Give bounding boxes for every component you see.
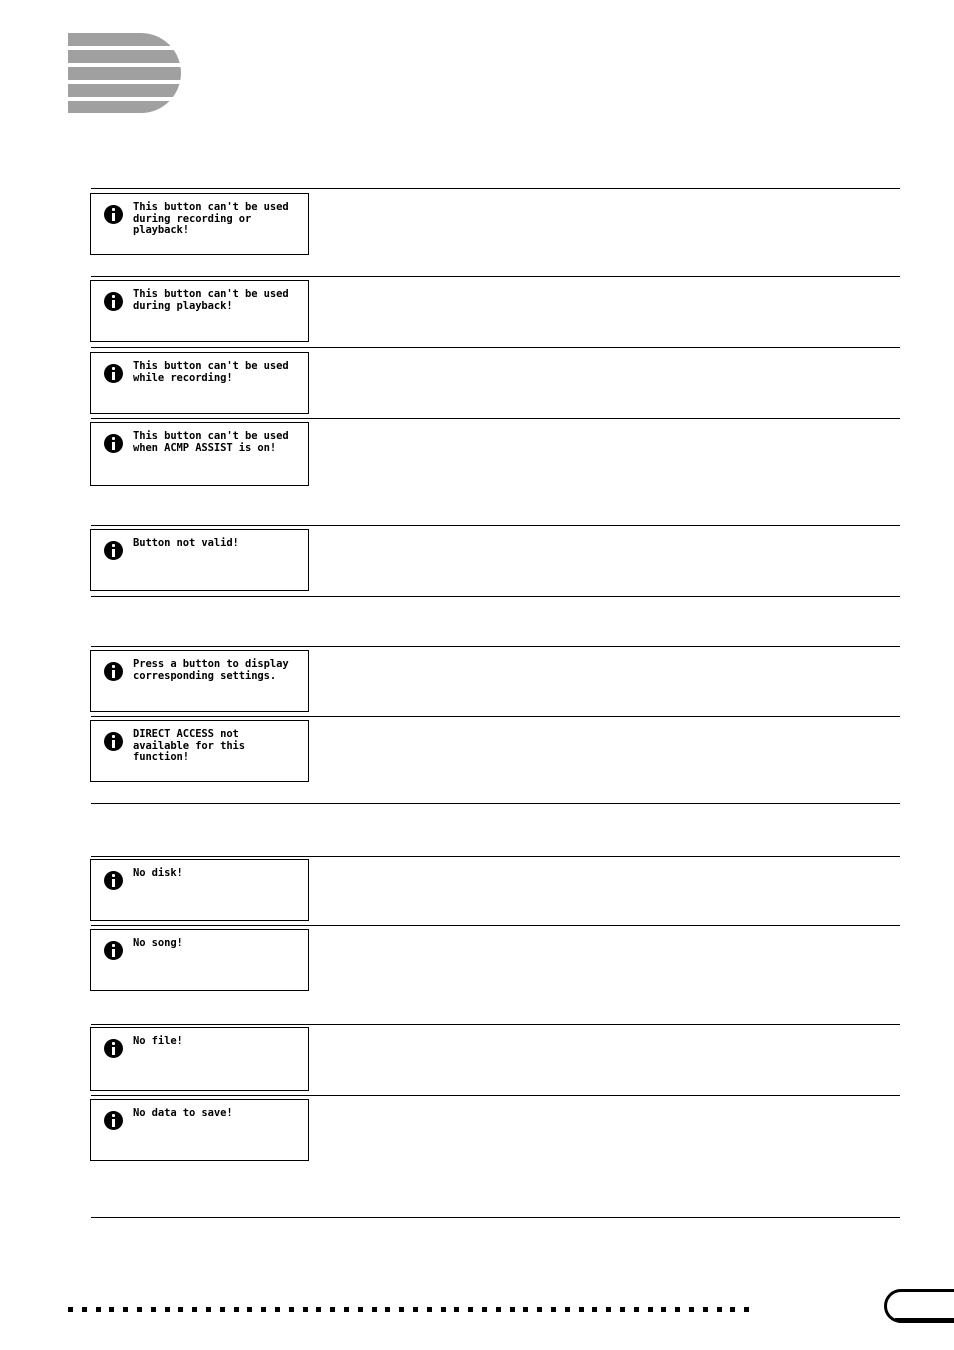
message-box xyxy=(90,280,309,342)
footer-dot xyxy=(275,1307,280,1312)
footer-dot xyxy=(675,1307,680,1312)
footer-dot xyxy=(303,1307,308,1312)
message-box xyxy=(90,859,309,921)
footer-dot xyxy=(468,1307,473,1312)
info-icon xyxy=(104,662,123,681)
footer-dot xyxy=(523,1307,528,1312)
section-rule xyxy=(91,347,900,348)
footer-dot xyxy=(399,1307,404,1312)
message-box xyxy=(90,529,309,591)
footer-dot xyxy=(385,1307,390,1312)
section-rule xyxy=(91,925,900,926)
footer-dot xyxy=(165,1307,170,1312)
section-rule xyxy=(91,716,900,717)
footer-dot xyxy=(689,1307,694,1312)
footer-dot xyxy=(717,1307,722,1312)
footer-dotted-rule xyxy=(68,1307,758,1313)
message-text: No file! xyxy=(133,1035,183,1047)
section-rule xyxy=(91,856,900,857)
footer-dot xyxy=(661,1307,666,1312)
message-text: Press a button to display corresponding settings. xyxy=(133,658,289,682)
info-icon xyxy=(104,205,123,224)
footer-dot xyxy=(247,1307,252,1312)
message-text: DIRECT ACCESS not available for this function! xyxy=(133,728,245,763)
info-icon xyxy=(104,732,123,751)
footer-dot xyxy=(592,1307,597,1312)
footer-dot xyxy=(551,1307,556,1312)
footer-dot xyxy=(192,1307,197,1312)
message-text: This button can't be used during recording or playback! xyxy=(133,201,289,236)
footer-dot xyxy=(579,1307,584,1312)
section-rule xyxy=(91,1095,900,1096)
footer-dot xyxy=(427,1307,432,1312)
striped-d-logo xyxy=(68,33,181,113)
footer-dot xyxy=(744,1307,749,1312)
info-icon xyxy=(104,1111,123,1130)
message-text: This button can't be used while recording! xyxy=(133,360,289,384)
footer-dot xyxy=(151,1307,156,1312)
section-rule xyxy=(91,188,900,189)
footer-dot xyxy=(730,1307,735,1312)
info-icon xyxy=(104,871,123,890)
info-icon xyxy=(104,364,123,383)
footer-dot xyxy=(123,1307,128,1312)
footer-dot xyxy=(206,1307,211,1312)
footer-dot xyxy=(68,1307,73,1312)
message-box xyxy=(90,1099,309,1161)
footer-dot xyxy=(441,1307,446,1312)
section-rule xyxy=(91,1217,900,1218)
message-box xyxy=(90,352,309,414)
footer-dot xyxy=(234,1307,239,1312)
footer-dot xyxy=(261,1307,266,1312)
footer-dot xyxy=(648,1307,653,1312)
message-box xyxy=(90,720,309,782)
section-rule xyxy=(91,596,900,597)
footer-dot xyxy=(316,1307,321,1312)
footer-dot xyxy=(330,1307,335,1312)
message-text: Button not valid! xyxy=(133,537,239,549)
footer-dot xyxy=(178,1307,183,1312)
footer-dot xyxy=(620,1307,625,1312)
info-icon xyxy=(104,541,123,560)
footer-dot xyxy=(137,1307,142,1312)
footer-dot xyxy=(510,1307,515,1312)
footer-dot xyxy=(82,1307,87,1312)
info-icon xyxy=(104,434,123,453)
footer-dot xyxy=(703,1307,708,1312)
footer-dot xyxy=(109,1307,114,1312)
info-icon xyxy=(104,941,123,960)
section-rule xyxy=(91,646,900,647)
footer-dot xyxy=(634,1307,639,1312)
footer-dot xyxy=(565,1307,570,1312)
footer-dot xyxy=(482,1307,487,1312)
section-rule xyxy=(91,1024,900,1025)
info-icon xyxy=(104,1039,123,1058)
section-rule xyxy=(91,276,900,277)
footer-dot xyxy=(344,1307,349,1312)
message-text: No disk! xyxy=(133,867,183,879)
message-box xyxy=(90,193,309,255)
message-text: No data to save! xyxy=(133,1107,233,1119)
footer-dot xyxy=(606,1307,611,1312)
info-icon xyxy=(104,292,123,311)
footer-dot xyxy=(496,1307,501,1312)
message-box xyxy=(90,1027,309,1091)
section-rule xyxy=(91,418,900,419)
footer-dot xyxy=(413,1307,418,1312)
footer-dot xyxy=(358,1307,363,1312)
section-rule xyxy=(91,803,900,804)
message-text: This button can't be used during playback! xyxy=(133,288,289,312)
message-box xyxy=(90,422,309,486)
footer-dot xyxy=(220,1307,225,1312)
footer-dot xyxy=(454,1307,459,1312)
section-rule xyxy=(91,525,900,526)
footer-dot xyxy=(537,1307,542,1312)
page-number-tab xyxy=(884,1289,954,1323)
message-box xyxy=(90,650,309,712)
footer-dot xyxy=(289,1307,294,1312)
footer-dot xyxy=(96,1307,101,1312)
footer-dot xyxy=(372,1307,377,1312)
message-text: No song! xyxy=(133,937,183,949)
message-text: This button can't be used when ACMP ASSIST is on! xyxy=(133,430,289,454)
message-box xyxy=(90,929,309,991)
